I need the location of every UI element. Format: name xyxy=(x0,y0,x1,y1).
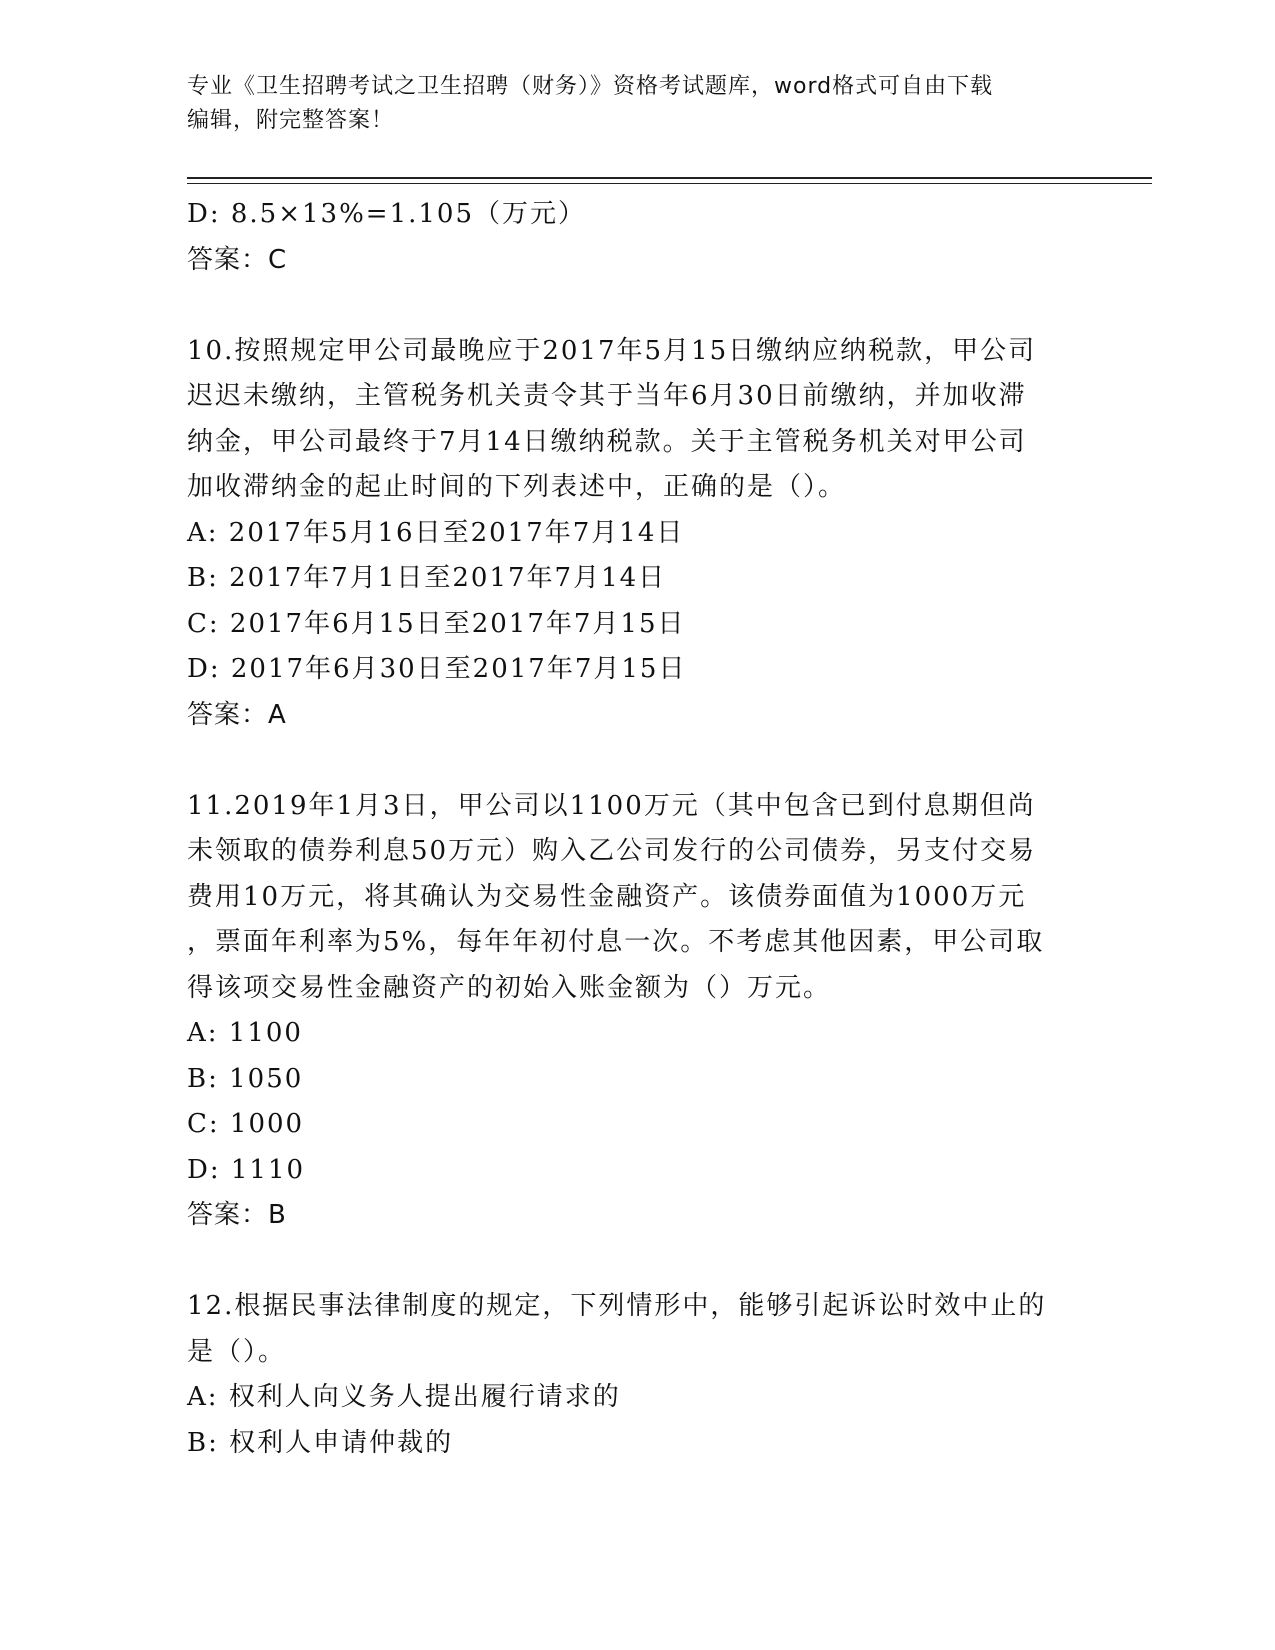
question-10 xyxy=(187,329,1087,739)
header-line-1: 专业《卫生招聘考试之卫生招聘（财务）》资格考试题库，word格式可自由下载 xyxy=(187,74,994,99)
q11-option-d: D: 1110 xyxy=(187,1154,306,1185)
q9-option-d: D: 8.5×13%=1.105（万元） xyxy=(187,199,587,229)
header-divider-thick xyxy=(187,177,1152,179)
q11-stem-line: 费用10万元，将其确认为交易性金融资产。该债券面值为1000万元 xyxy=(187,881,1027,912)
q10-stem-line: 纳金，甲公司最终于7月14日缴纳税款。关于主管税务机关对甲公司 xyxy=(187,426,1027,457)
q12-stem-line: 12.根据民事法律制度的规定，下列情形中，能够引起诉讼时效中止的 xyxy=(187,1291,1047,1321)
header-line-2: 编辑，附完整答案！ xyxy=(187,108,395,133)
spacer xyxy=(187,738,1087,784)
page-header xyxy=(187,70,1087,138)
q10-option-c: C: 2017年6月15日至2017年7月15日 xyxy=(187,608,686,639)
q10-option-b: B: 2017年7月1日至2017年7月14日 xyxy=(187,563,667,593)
q11-option-a: A: 1100 xyxy=(187,1018,303,1048)
q10-option-d: D: 2017年6月30日至2017年7月15日 xyxy=(187,654,687,684)
q10-stem-line: 迟迟未缴纳，主管税务机关责令其于当年6月30日前缴纳，并加收滞 xyxy=(187,381,1027,411)
q12-option-a: A: 权利人向义务人提出履行请求的 xyxy=(187,1382,621,1412)
q11-stem-line: 未领取的债券利息50万元）购入乙公司发行的公司债券，另支付交易 xyxy=(187,836,1037,866)
spacer xyxy=(187,283,1087,329)
q11-answer: 答案：B xyxy=(187,1200,287,1230)
question-11 xyxy=(187,784,1087,1239)
q11-stem-line: ，票面年利率为5%，每年年初付息一次。不考虑其他因素，甲公司取 xyxy=(187,927,1045,957)
header-divider-thin xyxy=(187,183,1152,184)
question-12 xyxy=(187,1284,1087,1466)
q10-stem-line: 10.按照规定甲公司最晚应于2017年5月15日缴纳应纳税款，甲公司 xyxy=(187,335,1037,366)
q10-answer: 答案：A xyxy=(187,699,287,730)
q12-stem-line: 是（）。 xyxy=(187,1336,287,1367)
q10-stem-line: 加收滞纳金的起止时间的下列表述中，正确的是（）。 xyxy=(187,472,847,502)
q10-option-a: A: 2017年5月16日至2017年7月14日 xyxy=(187,517,685,548)
spacer xyxy=(187,1239,1087,1285)
q11-option-c: C: 1000 xyxy=(187,1109,305,1139)
q11-option-b: B: 1050 xyxy=(187,1063,304,1094)
q9-answer: 答案：C xyxy=(187,244,288,275)
q11-stem-line: 得该项交易性金融资产的初始入账金额为（）万元。 xyxy=(187,972,832,1003)
q12-option-b: B: 权利人申请仲裁的 xyxy=(187,1427,454,1458)
q11-stem-line: 11.2019年1月3日，甲公司以1100万元（其中包含已到付息期但尚 xyxy=(187,790,1036,821)
question-content xyxy=(187,192,1087,1466)
